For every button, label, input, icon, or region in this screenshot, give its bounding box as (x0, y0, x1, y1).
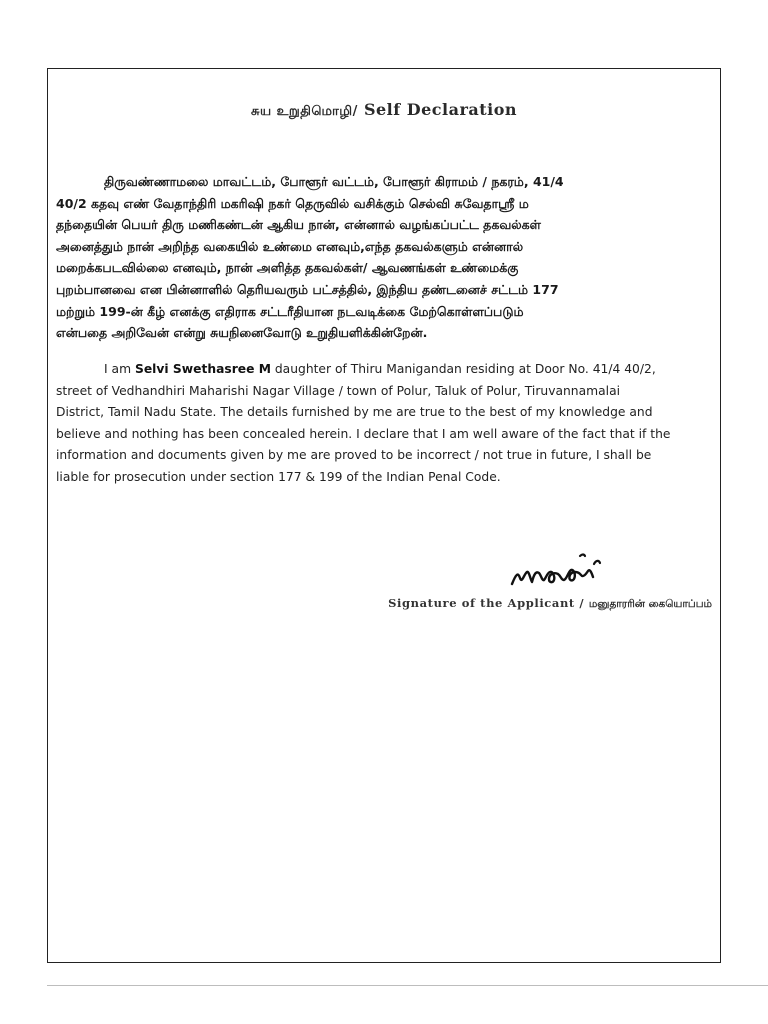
tamil-line: திருவண்ணாமலை மாவட்டம், போளூர் வட்டம், போளூர் கிராமம் / நகரம், 41/4 (104, 174, 564, 189)
english-line: street of Vedhandhiri Maharishi Nagar Village / town of Polur, Taluk of Polur, Tiruvannamalai (56, 383, 621, 398)
footer-divider (47, 985, 768, 986)
english-line: District, Tamil Nadu State. The details furnished by me are true to the best of my knowledge and (56, 405, 653, 420)
tamil-line: 40/2 கதவு எண் வேதாந்திரி மகரிஷி நகர் தெருவில் வசிக்கும் செல்வி சுவேதாஸ்ரீ ம (56, 195, 529, 211)
english-intro-rest: daughter of Thiru Manigandan residing at Door No. 41/4 40/2, (270, 362, 656, 376)
english-line: liable for prosecution under section 177 & 199 of the Indian Penal Code. (56, 469, 501, 484)
tamil-line: மற்றும் 199-ன் கீழ் எனக்கு எதிராக சட்டரீதியான நடவடிக்கை மேற்கொள்ளப்படும் (56, 303, 524, 319)
page-title (48, 100, 720, 120)
english-intro: I am (104, 362, 135, 376)
tamil-line: தந்தையின் பெயர் திரு மணிகண்டன் ஆகிய நான், என்னால் வழங்கப்பட்ட தகவல்கள் (56, 217, 541, 233)
english-declaration-paragraph (56, 359, 712, 489)
signature-caption (332, 596, 712, 611)
english-line: information and documents given by me are proved to be incorrect / not true in future, I shall be (56, 448, 652, 463)
signature-caption-english: Signature of the Applicant / (388, 596, 589, 610)
document-page (47, 68, 721, 963)
tamil-line: மறைக்கபடவில்லை எனவும், நான் அளித்த தகவல்கள்/ ஆவணங்கள் உண்மைக்கு (56, 260, 519, 276)
tamil-line: என்பதை அறிவேன் என்று சுயநினைவோடு உறுதியளிக்கின்றேன். (56, 325, 428, 341)
english-line (56, 359, 712, 381)
applicant-name: Selvi Swethasree M (134, 362, 271, 376)
title-tamil: சுய உறுதிமொழி/ (250, 104, 358, 119)
applicant-signature (508, 544, 608, 589)
title-english: Self Declaration (363, 100, 518, 119)
signature-caption-tamil: மனுதாரரின் கையொப்பம் (588, 598, 712, 610)
tamil-declaration-paragraph (56, 171, 712, 344)
english-line: believe and nothing has been concealed herein. I declare that I am well aware of the fact that if the (56, 426, 671, 441)
tamil-line: அனைத்தும் நான் அறிந்த வகையில் உண்மை எனவும்,எந்த தகவல்களும் என்னால் (56, 238, 524, 254)
tamil-line: புறம்பானவை என பின்னாளில் தெரியவரும் பட்சத்தில், இந்திய தண்டனைச் சட்டம் 177 (56, 281, 559, 297)
